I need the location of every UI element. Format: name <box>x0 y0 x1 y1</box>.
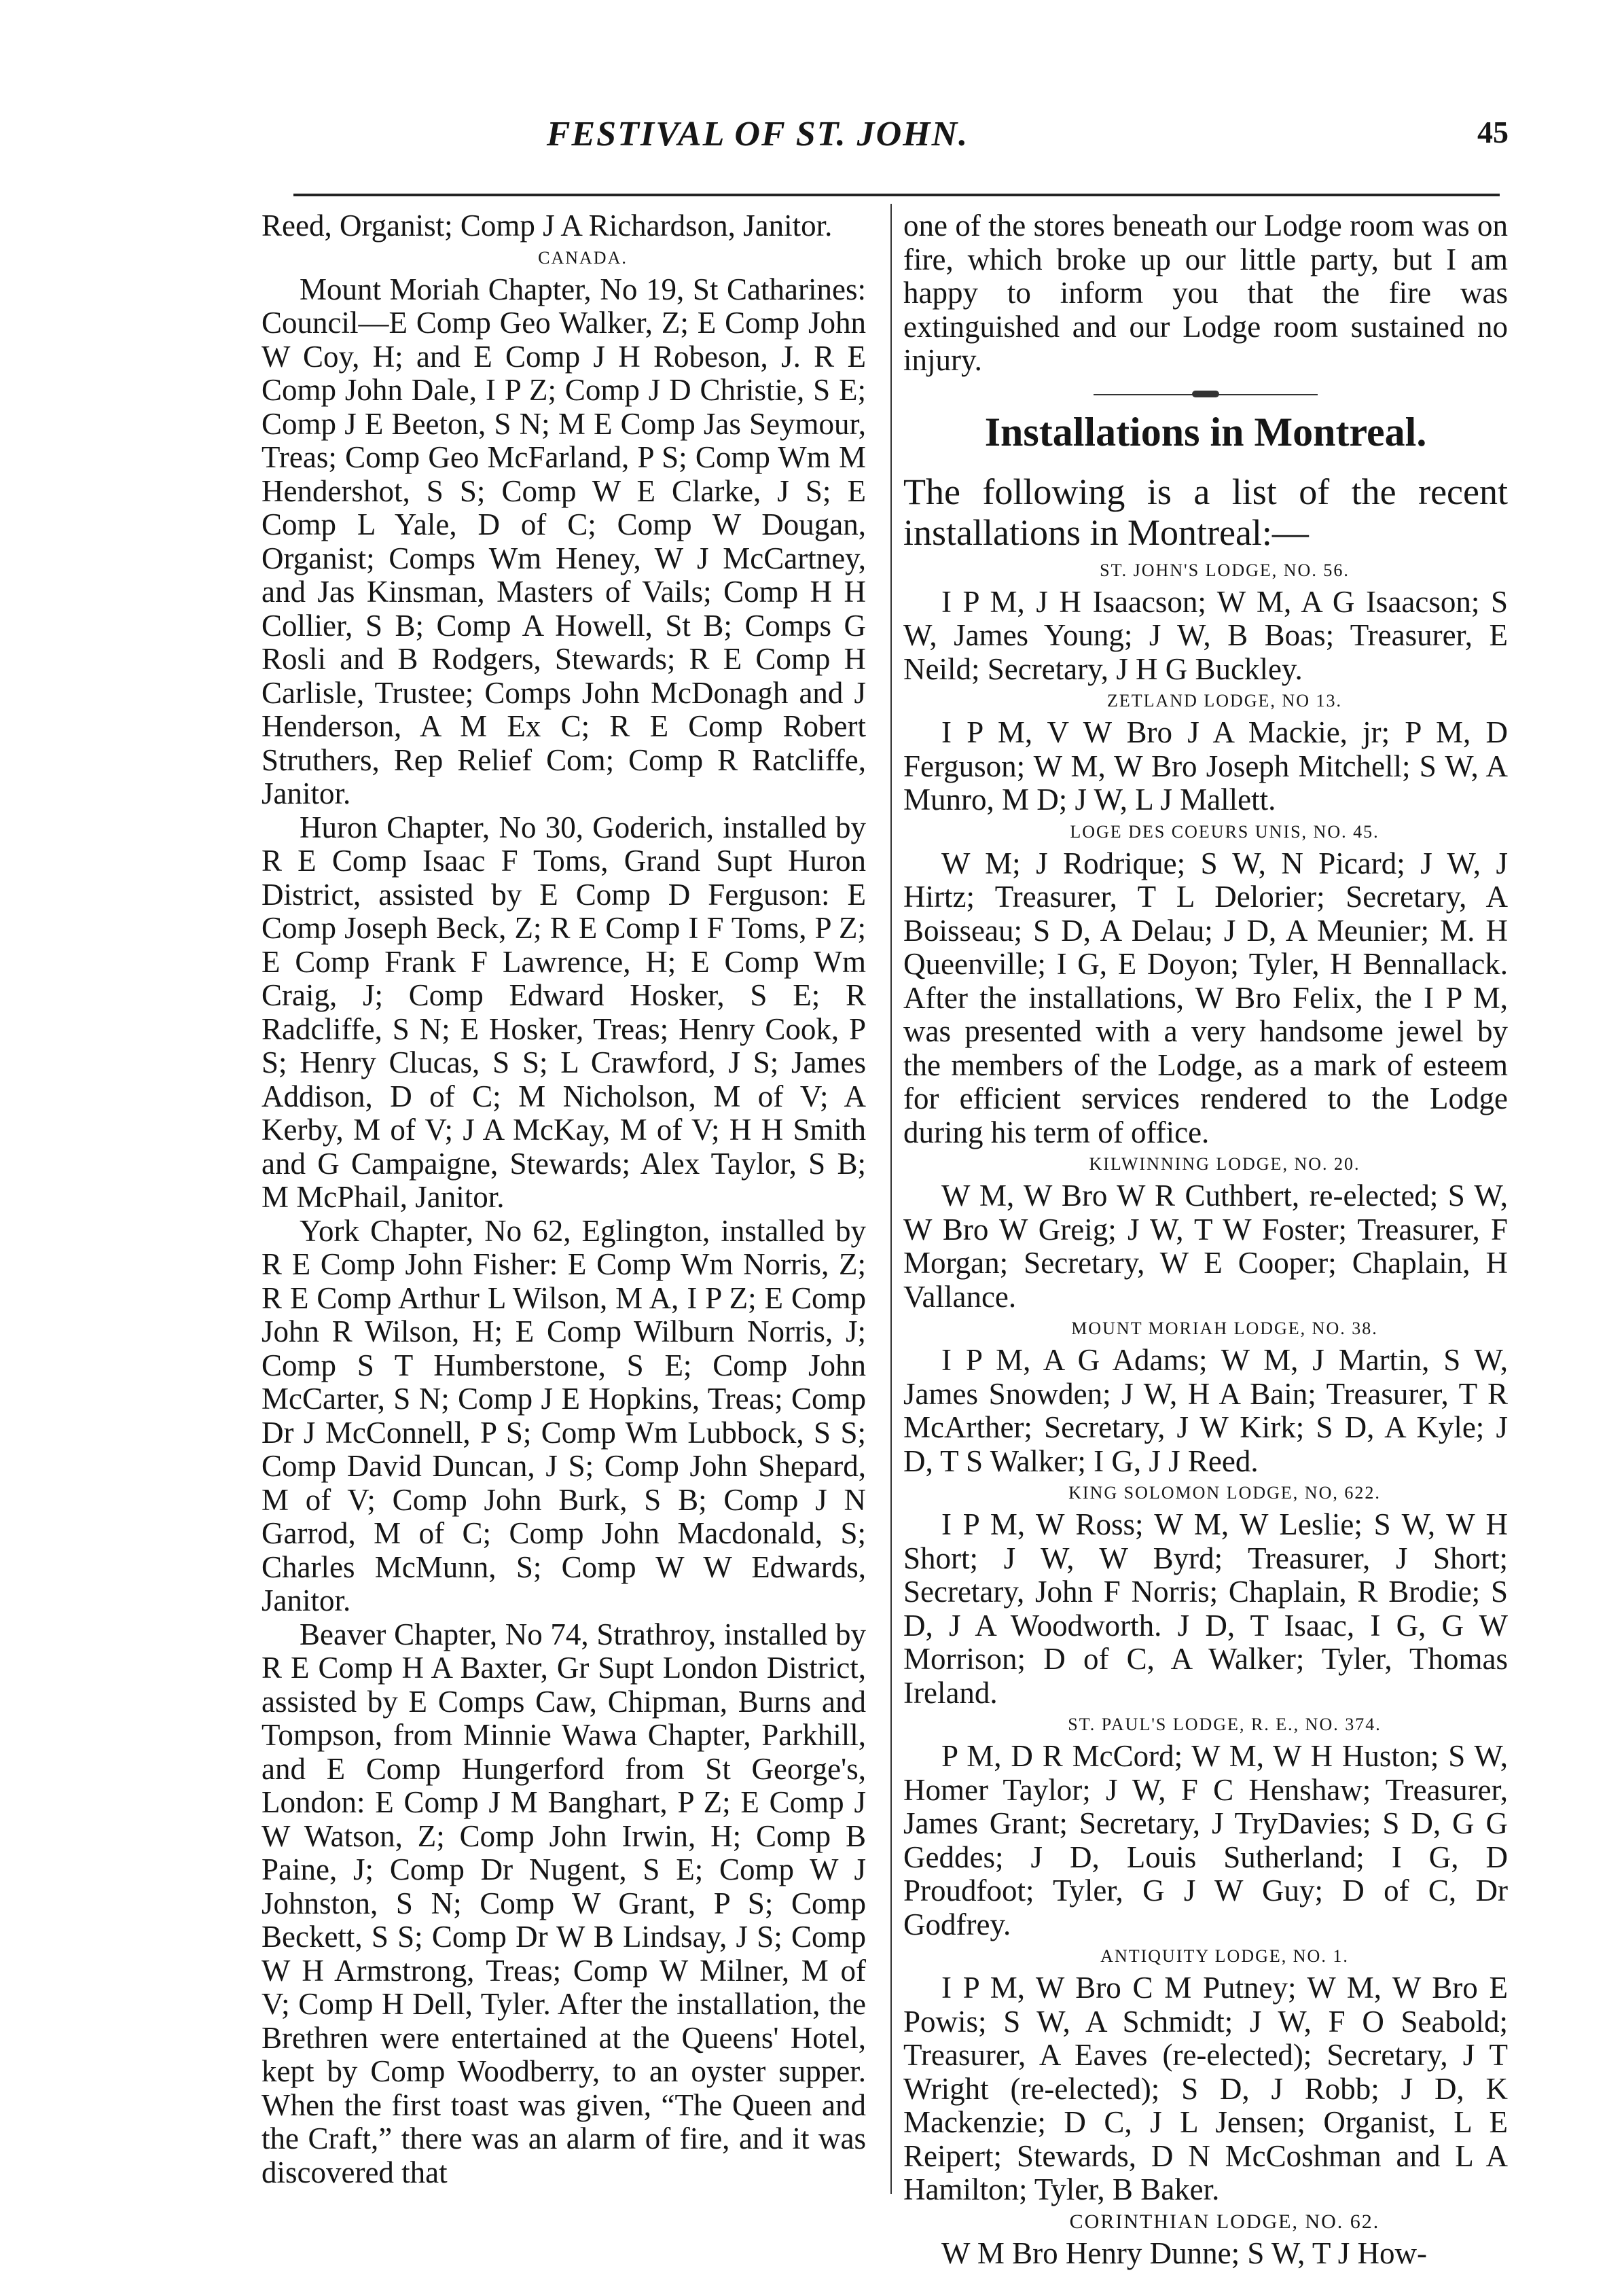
paragraph-mount-moriah-chapter: Mount Moriah Chapter, No 19, St Catharines: Council—E Comp Geo Walker, Z; E Comp John W Coy, H; and E Comp J H Robeson, J. R E Comp John Dale, I P Z; Comp J D Christie, S E; Comp J E Beeton, S N; M E Comp Jas Seymour, Treas; Comp Geo McFarland, P S; Comp Wm M Hendershot, S S; Comp W E Clarke, J S; E Comp L Yale, D of C; Comp W Dougan, Organist; Comps Wm Heney, W J McCartney, and Jas Kinsman, Masters of Vails; Comp H H Collier, S B; Comp A Howell, St B; Comps G Rosli and B Rodgers, Stewards; R E Comp H Carlisle, Trustee; Comps John McDonagh and J Henderson, A M Ex C; R E Comp Robert Struthers, Rep Relief Com; Comp R Ratcliffe, Janitor. <box>261 272 866 810</box>
lodge-heading: ANTIQUITY LODGE, NO. 1. <box>1100 1946 1349 1966</box>
paragraph-beaver-chapter: Beaver Chapter, No 74, Strathroy, installed by R E Comp H A Baxter, Gr Supt London District, assisted by E Comps Caw, Chipman, Burns and Tompson, from Minnie Wawa Chapter, Parkhill, and E Comp Hungerford from St George's, London: E Comp J M Banghart, P Z; E Comp J W Watson, Z; Comp John Irwin, H; Comp B Paine, J; Comp Dr Nugent, S E; Comp W J Johnston, S N; Comp W Grant, P S; Comp Beckett, S S; Comp Dr W B Lindsay, J S; Comp W H Armstrong, Treas; Comp W Milner, M of V; Comp H Dell, Tyler. After the installation, the Brethren were entertained at the Queens' Hotel, kept by Comp Woodberry, to an oyster supper. When the first toast was given, “The Queen and the Craft,” there was an alarm of fire, and it was discovered that <box>261 1617 866 2189</box>
lodge-officers: I P M, A G Adams; W M, J Martin, S W, James Snowden; J W, H A Bain; Treasurer, T R McArther; Secretary, J W Kirk; S D, A Kyle; J D, T S Walker; I G, J J Reed. <box>903 1343 1508 1478</box>
lodge-officers: W M; J Rodrique; S W, N Picard; J W, J Hirtz; Treasurer, T L Delorier; Secretary, A Boisseau; S D, A Delau; J D, A Meunier; M. H Queenville; I G, E Doyon; Tyler, H Bennallack. After the installations, W Bro Felix, the I P M, was presented with a very handsome jewel by the members of the Lodge, as a mark of esteem for efficient services rendered to the Lodge during his term of office. <box>903 846 1508 1149</box>
left-column <box>261 209 866 2189</box>
lodge-heading: ST. PAUL'S LODGE, R. E., NO. 374. <box>1068 1715 1382 1734</box>
lead-paragraph: The following is a list of the recent installations in Montreal:— <box>903 471 1508 553</box>
lodge-heading: MOUNT MORIAH LODGE, NO. 38. <box>1071 1319 1378 1338</box>
ornamental-rule <box>1094 394 1318 395</box>
lodge-officers: I P M, W Ross; W M, W Leslie; S W, W H Short; J W, W Byrd; Treasurer, J Short; Secretary, John F Norris; Chaplain, R Brodie; S D, J A Woodworth. J D, T Isaac, I G, G W Morrison; D of C, A Walker; Tyler, Thomas Ireland. <box>903 1507 1508 1710</box>
section-heading-canada: CANADA. <box>538 247 628 268</box>
lodge-officers: P M, D R McCord; W M, W H Huston; S W, Homer Taylor; J W, F C Henshaw; Treasurer, James Grant; Secretary, J TryDavies; S D, G G Geddes; J D, Louis Sutherland; I G, D Proudfoot; Tyler, G J W Guy; D of C, Dr Godfrey. <box>903 1739 1508 1941</box>
lodge-heading: ST. JOHN'S LODGE, NO. 56. <box>1100 560 1350 580</box>
lodge-officers: W M Bro Henry Dunne; S W, T J How- <box>941 2236 1428 2270</box>
lodge-heading: LOGE DES COEURS UNIS, NO. 45. <box>1070 821 1379 842</box>
running-title: FESTIVAL OF ST. JOHN. <box>546 115 969 154</box>
paragraph-continued: one of the stores beneath our Lodge room was on fire, which broke up our little party, but I am happy to inform you that the fire was extinguished and our Lodge room sustained no injury. <box>903 209 1508 377</box>
lodge-officers: I P M, W Bro C M Putney; W M, W Bro E Powis; S W, A Schmidt; J W, F O Seabold; Treasurer, A Eaves (re-elected); Secretary, J T Wright (re-elected); S D, J Robb; J D, K Mackenzie; D C, J L Jensen; Organist, L E Reipert; Stewards, D N McCoshman and L A Hamilton; Tyler, B Baker. <box>903 1971 1508 2206</box>
lodge-heading: CORINTHIAN LODGE, NO. 62. <box>1069 2210 1380 2233</box>
paragraph-york-chapter: York Chapter, No 62, Eglington, installed by R E Comp John Fisher: E Comp Wm Norris, Z; R E Comp Arthur L Wilson, M A, I P Z; E Comp John R Wilson, H; E Comp Wilburn Norris, J; Comp S T Humberstone, S E; Comp John McCarter, S N; Comp J E Hopkins, Treas; Comp Dr J McConnell, P S; Comp Wm Lubbock, S S; Comp David Duncan, J S; Comp John Shepard, M of V; Comp John Burk, S B; Comp J N Garrod, M of C; Comp John Macdonald, S; Charles McMunn, S; Comp W W Edwards, Janitor. <box>261 1213 866 1617</box>
lodge-officers: I P M, J H Isaacson; W M, A G Isaacson; S W, James Young; J W, B Boas; Treasurer, E Neild; Secretary, J H G Buckley. <box>903 584 1508 686</box>
lodge-heading: ZETLAND LODGE, NO 13. <box>1106 691 1342 711</box>
section-title: Installations in Montreal. <box>984 409 1427 454</box>
lodge-heading: KILWINNING LODGE, NO. 20. <box>1089 1154 1360 1174</box>
lodge-heading: KING SOLOMON LODGE, NO, 622. <box>1068 1483 1381 1503</box>
lodge-officers: I P M, V W Bro J A Mackie, jr; P M, D Ferguson; W M, W Bro Joseph Mitchell; S W, A Munro, M D; J W, L J Mallett. <box>903 715 1508 817</box>
paragraph-huron-chapter: Huron Chapter, No 30, Goderich, installed by R E Comp Isaac F Toms, Grand Supt Huron District, assisted by E Comp D Ferguson: E Comp Joseph Beck, Z; R E Comp I F Toms, P Z; E Comp Frank F Lawrence, H; E Comp Wm Craig, J; Comp Edward Hosker, S E; R Radcliffe, S N; E Hosker, Treas; Henry Cook, P S; Henry Clucas, S S; L Crawford, J S; James Addison, D of C; M Nicholson, M of V; A Kerby, M of V; J A McKay, M of V; H H Smith and G Campaigne, Stewards; Alex Taylor, S B; M McPhail, Janitor. <box>261 810 866 1214</box>
right-column <box>903 209 1508 2270</box>
header-rule <box>293 194 1500 196</box>
lodge-officers: W M, W Bro W R Cuthbert, re-elected; S W, W Bro W Greig; J W, T W Foster; Treasurer, F Morgan; Secretary, W E Cooper; Chaplain, H Vallance. <box>903 1179 1508 1314</box>
page-number: 45 <box>1477 115 1509 149</box>
column-divider <box>890 204 892 2194</box>
paragraph-continued: Reed, Organist; Comp J A Richardson, Janitor. <box>261 209 833 243</box>
